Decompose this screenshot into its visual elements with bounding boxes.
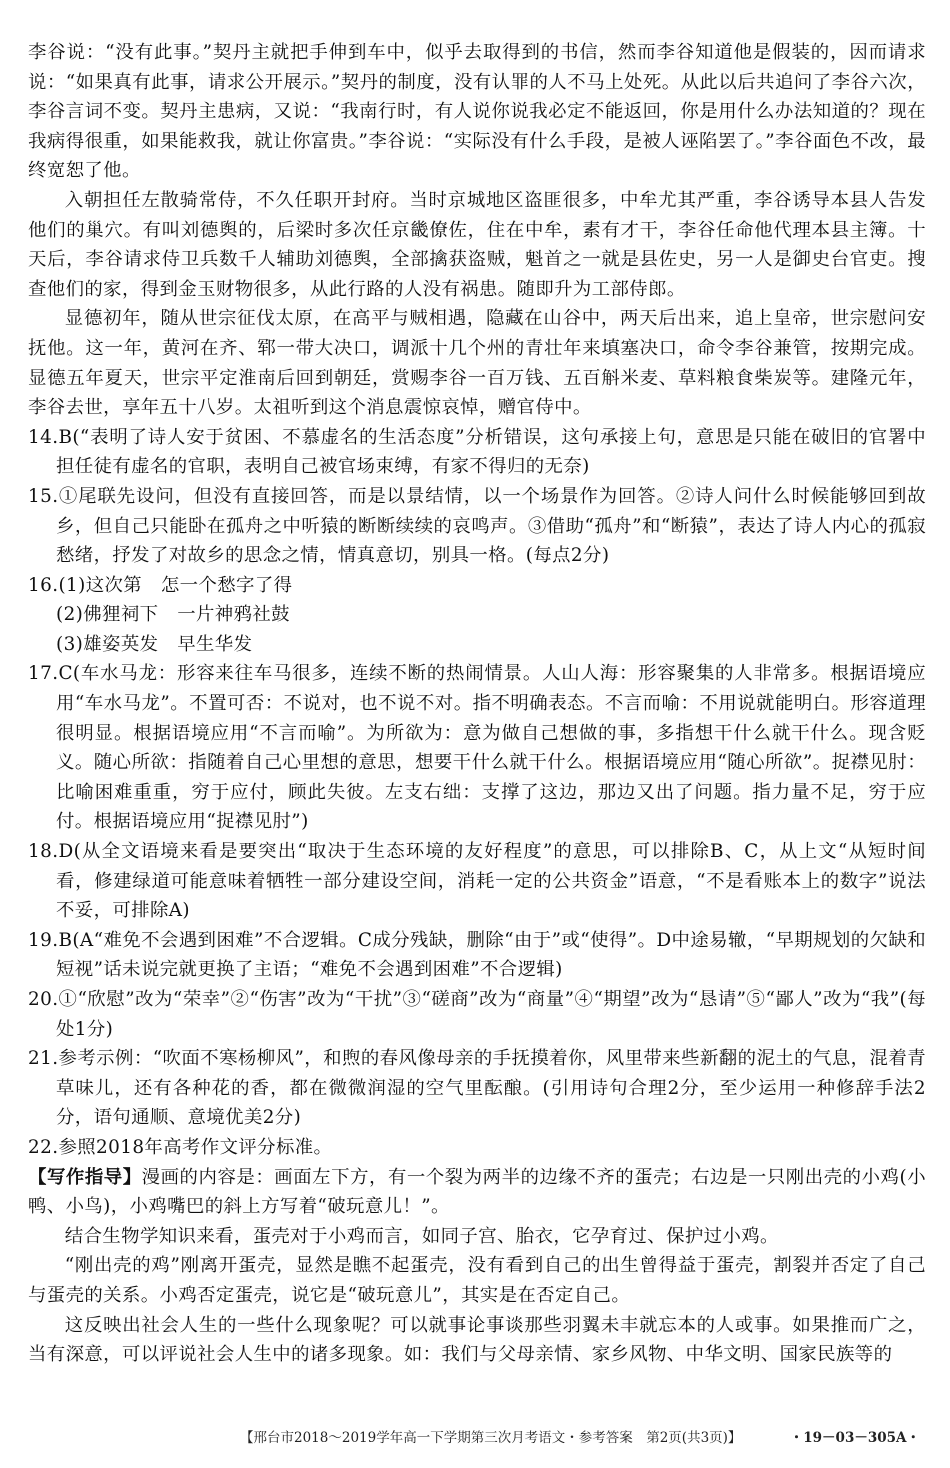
answer-16-2: (2)佛狸祠下 一片神鸦社鼓 xyxy=(56,604,290,626)
answer-17: 17.C(车水马龙：形容来往车马很多，连续不断的热闹情景。人山人海：形容聚集的人非常多。根据语境应用“车水马龙”。不置可否：不说对，也不说不对。指不明确表态。不言而喻：不用说就能明白。形容道理很明显。根据语境应用“不言而喻”。为所欲为：意为做自己想做的事，多指想干什么就干什么。现含贬义。随心所欲：指随着自己心里想的意思，想要干什么就干什么。根据语境应用“随心所欲”。捉襟见肘：比喻困难重重，穷于应付，顾此失彼。左支右绌：支撑了这边，那边又出了问题。指力量不足，穷于应付。根据语境应用“捉襟见肘”) xyxy=(28,663,926,833)
answer-19: 19.B(A“难免不会遇到困难”不合逻辑。C成分残缺，删除“由于”或“使得”。D中途易辙，“早期规划的欠缺和短视”话未说完就更换了主语；“难免不会遇到困难”不合逻辑) xyxy=(28,929,926,981)
writing-guide-heading: 【写作指导】 xyxy=(28,1166,142,1188)
answer-15: 15.①尾联先设问，但没有直接回答，而是以景结情，以一个场景作为回答。②诗人问什么时候能够回到故乡，但自己只能卧在孤舟之中听猿的断断续续的哀鸣声。③借助“孤舟”和“断猿”，表达了诗人内心的孤寂愁绪，抒发了对故乡的思念之情，情真意切，别具一格。(每点2分) xyxy=(28,485,926,567)
translation-paragraph-3: 显德初年，随从世宗征伐太原，在高平与贼相遇，隐藏在山谷中，两天后出来，追上皇帝，世宗慰问安抚他。这一年，黄河在齐、郓一带大决口，调派十几个州的青壮年来填塞决口，命令李谷兼管，按期完成。显德五年夏天，世宗平定淮南后回到朝廷，赏赐李谷一百万钱、五百斛米麦、草料粮食柴炭等。建隆元年，李谷去世，享年五十八岁。太祖听到这个消息震惊哀悼，赠官侍中。 xyxy=(28,308,926,419)
answer-21: 21.参考示例：“吹面不寒杨柳风”，和煦的春风像母亲的手抚摸着你，风里带来些新翻的泥土的气息，混着青草味儿，还有各种花的香，都在微微润湿的空气里酝酿。(引用诗句合理2分，至少运用一种修辞手法2分，语句通顺、意境优美2分) xyxy=(28,1048,926,1129)
footer-title: 【邢台市2018～2019学年高一下学期第三次月考语文・参考答案 第2页(共3页)】 xyxy=(240,1430,742,1446)
writing-guide-intro xyxy=(28,1163,926,1222)
answer-18: 18.D(从全文语境来看是要突出“取决于生态环境的友好程度”的意思，可以排除B、C，从上文“从短时间看，修建绿道可能意味着牺牲一部分建设空间，消耗一定的公共资金”语意，“不是看账本上的数字”说法不妥，可排除A) xyxy=(28,841,926,922)
writing-guide-text-1: 漫画的内容是：画面左下方，有一个裂为两半的边缘不齐的蛋壳；右边是一只刚出壳的小鸡(小鸭、小鸟)，小鸡嘴巴的斜上方写着“破玩意儿！”。 xyxy=(28,1166,926,1218)
footer-code: ・19－03－305A・ xyxy=(789,1430,920,1446)
page-content xyxy=(28,38,926,1370)
answer-14: 14.B(“表明了诗人安于贫困、不慕虚名的生活态度”分析错误，这句承接上句，意思是只能在破旧的官署中担任徒有虚名的官职，表明自己被官场束缚，有家不得归的无奈) xyxy=(28,426,926,478)
answer-16-1: 16.(1)这次第 怎一个愁字了得 xyxy=(28,574,293,596)
translation-paragraph-2: 入朝担任左散骑常侍，不久任职开封府。当时京城地区盗匪很多，中牟尤其严重，李谷诱导本县人告发他们的巢穴。有叫刘德舆的，后梁时多次任京畿僚佐，住在中牟，素有才干，李谷任命他代理本县主簿。十天后，李谷请求侍卫兵数千人辅助刘德舆，全部擒获盗贼，魁首之一就是县佐史，另一人是御史台官吏。搜查他们的家，得到金玉财物很多，从此行路的人没有祸患。随即升为工部侍郎。 xyxy=(28,189,926,300)
answer-16-3: (3)雄姿英发 早生华发 xyxy=(56,633,253,655)
answer-20: 20.①“欣慰”改为“荣幸”②“伤害”改为“干扰”③“磋商”改为“商量”④“期望”改为“恳请”⑤“鄙人”改为“我”(每处1分) xyxy=(28,989,926,1040)
writing-guide-text-2: 结合生物学知识来看，蛋壳对于小鸡而言，如同子宫、胎衣，它孕育过、保护过小鸡。 xyxy=(64,1225,779,1247)
writing-guide-text-4: 这反映出社会人生的一些什么现象呢？可以就事论事谈那些羽翼未丰就忘本的人或事。如果推而广之，当有深意，可以评说社会人生中的诸多现象。如：我们与父母亲情、家乡风物、中华文明、国家民族等的 xyxy=(28,1314,926,1366)
translation-paragraph-1: 李谷说：“没有此事。”契丹主就把手伸到车中，似乎去取得到的书信，然而李谷知道他是假装的，因而请求说：“如果真有此事，请求公开展示。”契丹的制度，没有认罪的人不马上处死。从此以后共追问了李谷六次，李谷言词不变。契丹主患病，又说：“我南行时，有人说你说我必定不能返回，你是用什么办法知道的？现在我病得很重，如果能救我，就让你富贵。”李谷说：“实际没有什么手段，是被人诬陷罢了。”李谷面色不改，最终宽恕了他。 xyxy=(28,42,926,182)
answer-22: 22.参照2018年高考作文评分标准。 xyxy=(28,1136,333,1158)
writing-guide-text-3: “刚出壳的鸡”刚离开蛋壳，显然是瞧不起蛋壳，没有看到自己的出生曾得益于蛋壳，割裂并否定了自己与蛋壳的关系。小鸡否定蛋壳，说它是“破玩意儿”，其实是在否定自己。 xyxy=(28,1255,926,1306)
